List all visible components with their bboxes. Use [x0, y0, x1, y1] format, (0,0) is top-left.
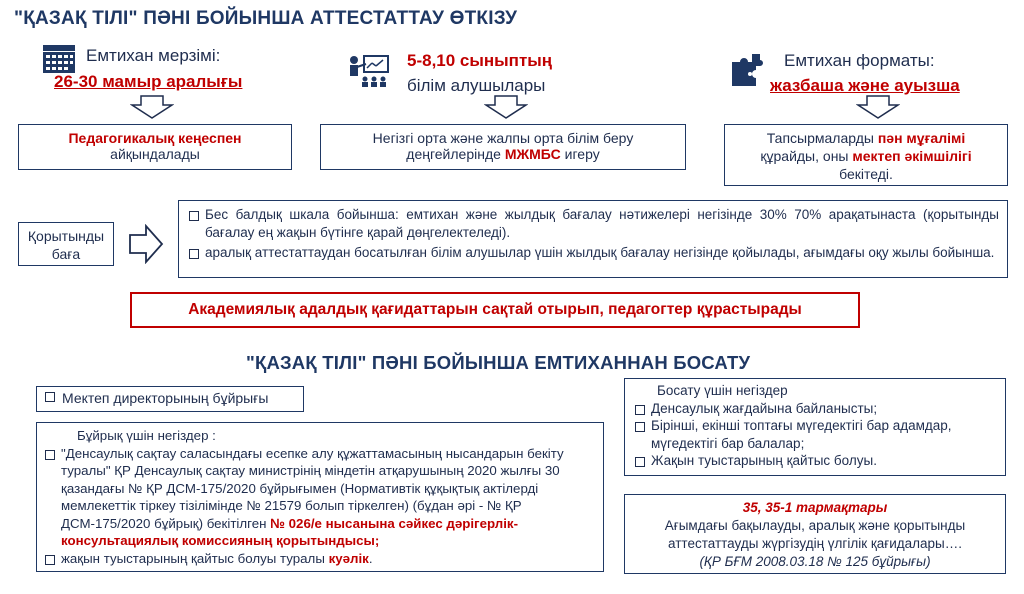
final-grade-item-text: аралық аттестаттаудан босатылған білім алушылар үшін жылдық бағалау негізінде қойылады, ағымдағы оқу жылы бойынша. [205, 245, 995, 260]
standards-line2-a: деңгейлерінде [406, 146, 505, 162]
bullet-square-icon [189, 211, 199, 221]
order-basis-heading: Бұйрық үшін негіздер : [77, 428, 216, 443]
grades-label: 5-8,10 сыныптың [407, 51, 553, 70]
arrow-down-icon [484, 95, 528, 119]
tasks-line2-a: құрайды, оны [760, 148, 853, 164]
order-basis-item1-b: № 026/е нысанына сәйкес дәрігерлік-консультациялық комиссияның қорытындысы; [61, 515, 519, 548]
standards-line2-c: игеру [560, 146, 600, 162]
tasks-line2-b: мектеп әкімшілігі [852, 148, 972, 164]
final-grade-item [189, 206, 999, 242]
bullet-square-icon [635, 457, 645, 467]
standards-line2 [321, 146, 685, 162]
exemption-basis-box [624, 378, 1006, 476]
puzzle-icon [730, 52, 766, 88]
exam-format-label: Емтихан форматы: [784, 51, 935, 70]
calendar-icon [42, 44, 76, 74]
exemption-basis-item [635, 452, 997, 470]
order-basis-item2-b: куәлік [328, 550, 369, 566]
bullet-square-icon [45, 555, 55, 565]
standards-line1: Негізгі орта және жалпы орта білім беру [372, 130, 634, 146]
standards-line2-b: МЖМБС [504, 146, 561, 162]
tasks-line1 [725, 129, 1007, 147]
council-line2: айқындалады [110, 146, 200, 162]
academic-integrity-banner: Академиялық адалдық қағидаттарын сақтай отырып, педагогтер құрастырады [130, 292, 860, 328]
students-label: білім алушылары [407, 76, 546, 95]
order-basis-item [45, 445, 595, 550]
exemption-item3-text: Жақын туыстарының қайтыс болуы. [651, 453, 877, 468]
teacher-board-icon [346, 54, 392, 88]
exam-period-label: Емтихан мерзімі: [86, 46, 221, 65]
tasks-line3: бекітеді. [839, 166, 893, 182]
exemption-basis-item [635, 400, 997, 418]
tasks-box [724, 124, 1008, 186]
bullet-square-icon [189, 249, 199, 259]
order-basis-item2-a: жақын туыстарының қайтыс болуы туралы [61, 550, 329, 566]
order-basis-box [36, 422, 604, 572]
rules-line3: (ҚР БҒМ 2008.03.18 № 125 бұйрығы) [699, 554, 931, 569]
final-grade-line2: баға [51, 246, 81, 262]
order-basis-item1-a: "Денсаулық сақтау саласындағы есепке алу құжаттамасының нысандарын бекіту туралы" ҚР Денсаулық сақтау министрінің міндетін атқарушының 2020 жылғы 30 қазандағы № ҚР ДСМ-175/2020 бұйрығымен (Нормативтік құқықтық актілерді мемлекеттік тіркеу тізілімінде № 21579 болып тіркелген) (бұдан әрі - № ҚР ДСМ-175/2020 бұйрық) бекітілген [61, 445, 564, 531]
pedagogical-council-box [18, 124, 292, 170]
rules-line2: аттестаттауды жүргізудің үлгілік қағидалары…. [668, 536, 962, 551]
order-basis-item [45, 550, 595, 568]
final-grade-line1: Қорытынды [27, 228, 105, 244]
order-basis-item2-c: . [368, 550, 373, 566]
arrow-down-icon [856, 95, 900, 119]
exemption-basis-item [635, 417, 997, 452]
exam-format-value: жазбаша және ауызша [770, 76, 960, 95]
exemption-basis-heading: Босату үшін негіздер [657, 383, 788, 398]
standards-box [320, 124, 686, 170]
exam-period-value: 26-30 мамыр аралығы [54, 72, 243, 91]
bullet-square-icon [45, 392, 55, 402]
tasks-line1-a: Тапсырмаларды [766, 130, 878, 146]
arrow-right-icon [128, 224, 164, 264]
final-grade-details-box [178, 200, 1008, 278]
exemption-item1-text: Денсаулық жағдайына байланысты; [651, 400, 878, 416]
rules-heading: 35, 35-1 тармақтары [742, 500, 888, 515]
bullet-square-icon [45, 450, 55, 460]
director-order-text: Мектеп директорының бұйрығы [62, 390, 269, 406]
bullet-square-icon [635, 422, 645, 432]
arrow-down-icon [130, 95, 174, 119]
tasks-line2 [725, 147, 1007, 165]
final-grade-item-text: Бес балдық шкала бойынша: емтихан және жылдық бағалау нәтижелері негізінде 30% 70% арақатынаста (қорытынды бағалау ең жақын бүтінге қарай дөңгелектеледі). [205, 207, 999, 240]
bullet-square-icon [635, 405, 645, 415]
rules-box [624, 494, 1006, 574]
page-title: "ҚАЗАҚ ТІЛІ" ПӘНІ БОЙЫНША АТТЕСТАТТАУ ӨТКІЗУ [14, 8, 518, 29]
exemption-title: "ҚАЗАҚ ТІЛІ" ПӘНІ БОЙЫНША ЕМТИХАННАН БОСАТУ [246, 352, 751, 373]
rules-line1: Ағымдағы бақылауды, аралық және қорытынды [664, 518, 966, 533]
director-order-box [36, 386, 304, 412]
final-grade-item [189, 244, 999, 262]
exemption-item2-text: Бірінші, екінші топтағы мүгедектігі бар адамдар, мүгедектігі бар балалар; [651, 418, 952, 451]
council-line1: Педагогикалық кеңеспен [68, 130, 242, 146]
final-grade-label-box [18, 222, 114, 266]
tasks-line1-b: пән мұғалімі [877, 130, 966, 146]
